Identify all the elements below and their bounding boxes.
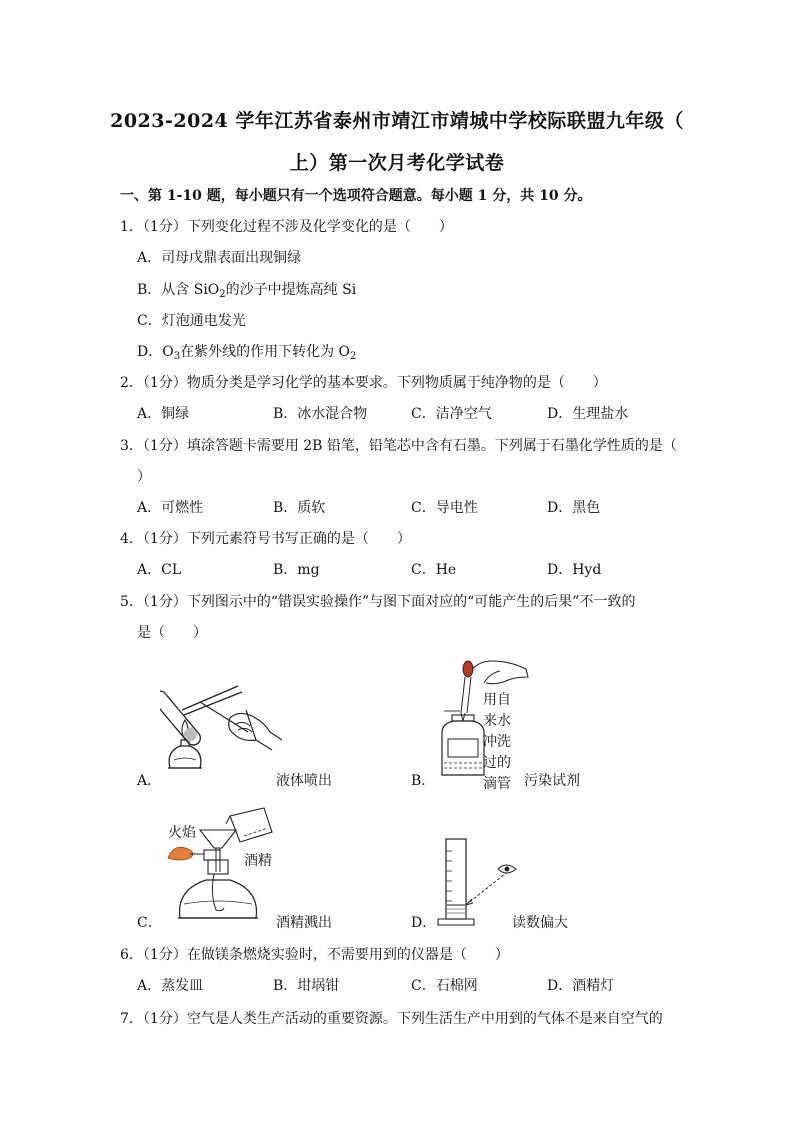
- question-3-option-c: C．导电性: [411, 500, 478, 516]
- question-2-stem: 2．（1分）物质分类是学习化学的基本要求。下列物质属于纯净物的是（ ）: [120, 375, 607, 391]
- question-4-option-c: C．He: [411, 562, 457, 578]
- figure-c-alcohol-lamp: [160, 800, 280, 930]
- question-2-option-d: D．生理盐水: [547, 406, 629, 422]
- figure-b-note-line: 用自: [483, 692, 511, 708]
- question-3-stem-cont: ）: [137, 469, 151, 485]
- exam-title-line-1: 2023-2024 学年江苏省泰州市靖江市靖城中学校际联盟九年级（: [110, 110, 684, 132]
- figure-c-flame-label: 火焰: [168, 825, 196, 841]
- figure-c-caption: 酒精溅出: [276, 915, 332, 931]
- question-6-option-b: B．坩埚钳: [273, 978, 340, 994]
- figure-a-label: A．: [137, 773, 162, 789]
- exam-title-line-2: 上）第一次月考化学试卷: [289, 152, 505, 174]
- question-2-option-a: A．铜绿: [137, 406, 190, 422]
- question-6-option-a: A．蒸发皿: [137, 978, 204, 994]
- figure-b-note: [483, 690, 517, 795]
- question-7-stem: 7．（1分）空气是人类生产活动的重要资源。下列生活生产中用到的气体不是来自空气的: [120, 1011, 663, 1027]
- figure-d-graduated-cylinder: [432, 835, 522, 930]
- question-1-stem: 1．（1分）下列变化过程不涉及化学变化的是（ ）: [120, 219, 453, 235]
- question-2-option-b: B．冰水混合物: [273, 406, 368, 422]
- figure-b-note-line: 过的: [483, 755, 511, 771]
- section-heading: 一、第 1-10 题，每小题只有一个选项符合题意。每小题 1 分，共 10 分。: [120, 188, 592, 204]
- figure-d-label: D．: [411, 915, 437, 931]
- figure-a-caption: 液体喷出: [276, 773, 332, 789]
- question-1-option-a: A．司母戊鼎表面出现铜绿: [137, 250, 302, 266]
- figure-c-alcohol-label: 酒精: [244, 853, 272, 869]
- question-1-option-d: D．$O_3$在紫外线的作用下转化为 $O_2$: [137, 344, 357, 362]
- question-4-option-d: D．Hyd: [547, 562, 602, 578]
- question-4-stem: 4．（1分）下列元素符号书写正确的是（ ）: [120, 531, 411, 547]
- question-6-option-c: C．石棉网: [411, 978, 478, 994]
- figure-d-caption: 读数偏大: [512, 915, 568, 931]
- question-4-option-b: B．mg: [273, 562, 320, 578]
- question-3-option-d: D．黑色: [547, 500, 601, 516]
- question-5-stem-cont: 是（ ）: [137, 625, 207, 641]
- question-3-option-a: A．可燃性: [137, 500, 204, 516]
- question-1-option-b: B．从含 SiO$_2$的沙子中提炼高纯 Si: [137, 282, 357, 300]
- question-4-option-a: A．CL: [137, 562, 182, 578]
- question-1-option-c: C．灯泡通电发光: [137, 313, 246, 329]
- question-6-option-d: D．酒精灯: [547, 978, 615, 994]
- figure-c-label: C．: [137, 915, 162, 931]
- figure-b-note-line: 滴管: [483, 776, 511, 792]
- question-6-stem: 6．（1分）在做镁条燃烧实验时，不需要用到的仪器是（ ）: [120, 947, 509, 963]
- figure-a-heating-test-tube: [160, 680, 285, 780]
- question-3-stem: 3．（1分）填涂答题卡需要用 2B 铅笔，铅笔芯中含有石墨。下列属于石墨化学性质的是（: [120, 438, 677, 454]
- question-2-option-c: C．洁净空气: [411, 406, 492, 422]
- figure-b-note-line: 来水: [483, 713, 511, 729]
- figure-b-label: B．: [411, 773, 436, 789]
- figure-b-caption: 污染试剂: [524, 773, 580, 789]
- figure-b-note-line: 冲洗: [483, 734, 511, 750]
- question-3-option-b: B．质软: [273, 500, 326, 516]
- question-5-stem: 5．（1分）下列图示中的“错误实验操作”与图下面对应的“可能产生的后果”不一致的: [120, 594, 636, 610]
